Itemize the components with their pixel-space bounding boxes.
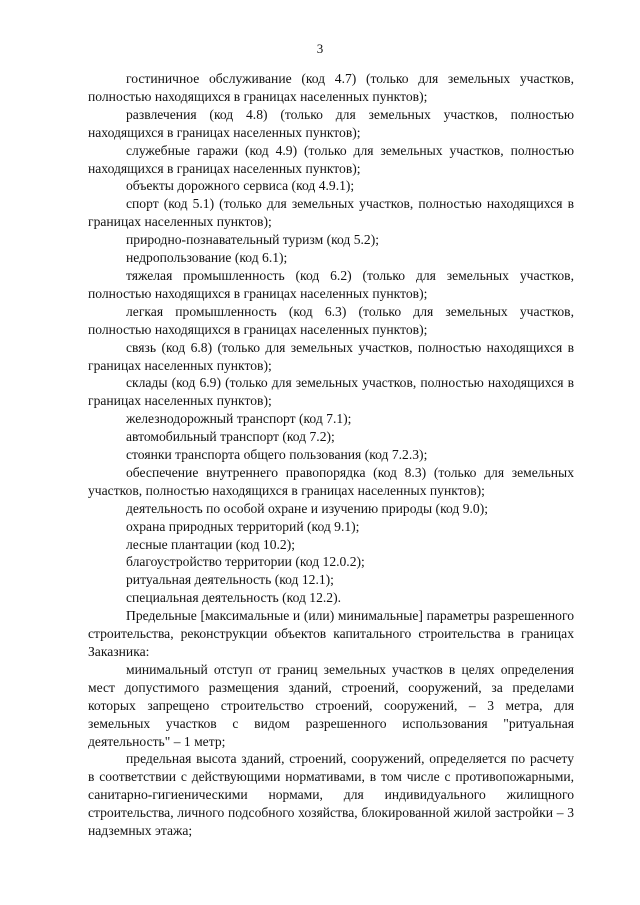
paragraph: автомобильный транспорт (код 7.2);	[126, 429, 335, 445]
paragraph: объекты дорожного сервиса (код 4.9.1);	[126, 178, 355, 194]
paragraph: тяжелая промышленность (код 6.2) (только для земельных участков, полностью находящихся в границах населенных пунктов);	[88, 267, 574, 301]
paragraph: охрана природных территорий (код 9.1);	[126, 518, 360, 534]
paragraph: благоустройство территории (код 12.0.2);	[126, 554, 365, 570]
paragraph: служебные гаражи (код 4.9) (только для земельных участков, полностью находящихся в границах населенных пунктов);	[88, 142, 574, 176]
paragraph: склады (код 6.9) (только для земельных участков, полностью находящихся в границах населенных пунктов);	[88, 375, 574, 409]
paragraph: лесные плантации (код 10.2);	[126, 536, 296, 552]
paragraph: легкая промышленность (код 6.3) (только для земельных участков, полностью находящихся в границах населенных пунктов);	[88, 303, 574, 337]
paragraph: Предельные [максимальные и (или) минимальные] параметры разрешенного строительства, реконструкции объектов капитального строительства в границах Заказника:	[88, 608, 574, 659]
paragraph: природно-познавательный туризм (код 5.2);	[126, 232, 380, 248]
page-number: 3	[316, 41, 324, 56]
paragraph: гостиничное обслуживание (код 4.7) (только для земельных участков, полностью находящихся в границах населенных пунктов);	[88, 71, 574, 104]
paragraph: спорт (код 5.1) (только для земельных участков, полностью находящихся в границах населенных пунктов);	[88, 196, 574, 230]
paragraph: развлечения (код 4.8) (только для земельных участков, полностью находящихся в границах населенных пунктов);	[88, 106, 574, 140]
document-body	[88, 70, 574, 840]
paragraph: деятельность по особой охране и изучению природы (код 9.0);	[126, 500, 489, 516]
paragraph: стоянки транспорта общего пользования (код 7.2.3);	[126, 447, 428, 463]
paragraph: недропользование (код 6.1);	[126, 250, 288, 266]
paragraph: ритуальная деятельность (код 12.1);	[126, 572, 334, 588]
paragraph: железнодорожный транспорт (код 7.1);	[126, 411, 352, 427]
paragraph: специальная деятельность (код 12.2).	[126, 590, 342, 606]
paragraph: минимальный отступ от границ земельных участков в целях определения мест допустимого размещения зданий, строений, сооружений, за пределами которых запрещено строительство строений, сооружений, – 3 метра, для земельных участков с видом разрешенного использования "ритуальная деятельность" – 1 метр;	[88, 661, 574, 749]
paragraph: обеспечение внутреннего правопорядка (код 8.3) (только для земельных участков, полностью находящихся в границах населенных пунктов);	[88, 464, 574, 498]
paragraph: связь (код 6.8) (только для земельных участков, полностью находящихся в границах населенных пунктов);	[88, 339, 574, 373]
paragraph: предельная высота зданий, строений, сооружений, определяется по расчету в соответствии с действующими нормативами, в том числе с противопожарными, санитарно-гигиеническими нормами, для индивидуального жилищного строительства, личного подсобного хозяйства, блокированной жилой застройки – 3 надземных этажа;	[88, 751, 574, 839]
